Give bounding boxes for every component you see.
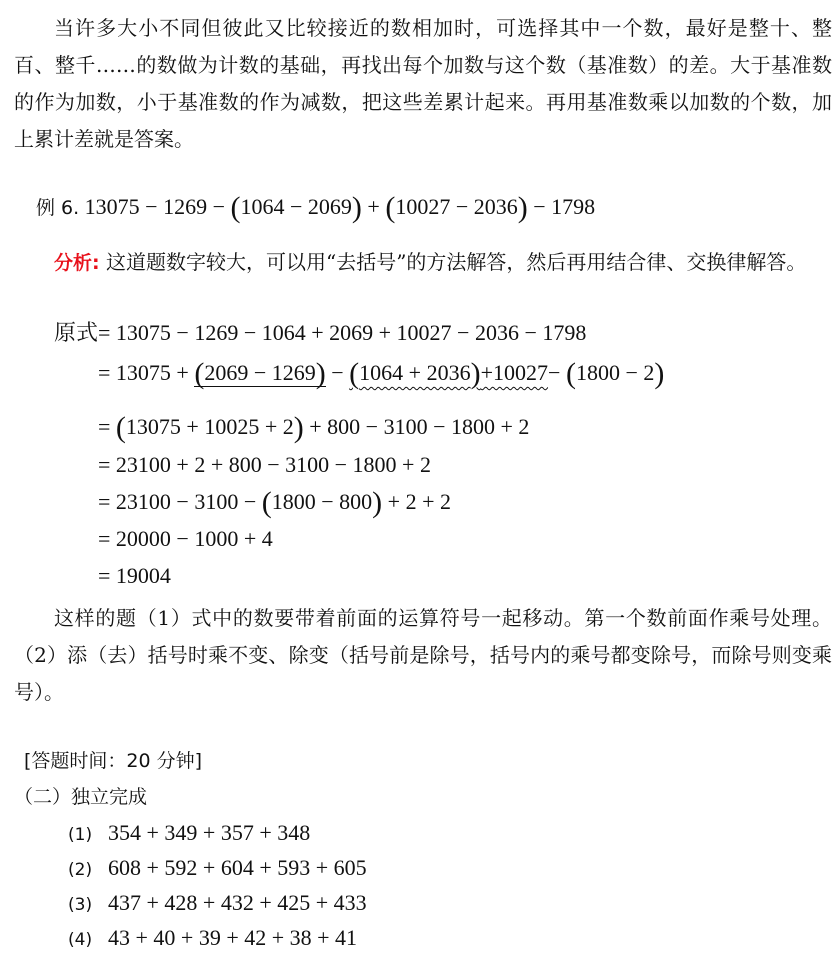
exercise-expression: 43 + 40 + 39 + 42 + 38 + 41 xyxy=(108,925,358,950)
paren: ) xyxy=(654,357,665,390)
exercise-number: (4) xyxy=(68,930,93,950)
example-6 xyxy=(36,192,595,223)
exercise-item xyxy=(68,818,310,850)
solution-term: + 800 − 3100 − 1800 + 2 xyxy=(303,414,530,439)
exercise-number: (2) xyxy=(68,860,93,880)
paren: ( xyxy=(194,357,205,390)
solution-term: 13075 + 10025 + 2 xyxy=(125,414,294,439)
solution-line-7: = 19004 xyxy=(98,563,171,588)
analysis-label: 分析: xyxy=(54,252,100,274)
exercise-item xyxy=(68,923,357,955)
solution-line-3 xyxy=(98,412,529,443)
exercise-item xyxy=(68,853,367,885)
paren: ( xyxy=(261,486,272,519)
example-expr-1: 13075 − 1269 − xyxy=(84,194,231,219)
solution-line-2 xyxy=(98,358,664,389)
exercise-expression: 437 + 428 + 432 + 425 + 433 xyxy=(108,890,367,915)
example-expr-5: − 1798 xyxy=(527,194,596,219)
solution-line-4: = 23100 + 2 + 800 − 3100 − 1800 + 2 xyxy=(98,452,431,477)
solution-line-5 xyxy=(98,487,451,518)
paren: ) xyxy=(293,411,304,444)
example-expr-3: + xyxy=(361,194,386,219)
paren: ) xyxy=(372,486,383,519)
wavy-underlined-group xyxy=(349,357,549,390)
solution-line-1: 原式= 13075 − 1269 − 1064 + 2069 + 10027 − 2036 − 1798 xyxy=(54,320,587,345)
exercise-item xyxy=(68,888,367,920)
example-paren: ) xyxy=(351,191,362,224)
example-expr-2: 1064 − 2069 xyxy=(240,194,352,219)
solution-term: = xyxy=(98,414,116,439)
solution-term: 1800 − 2 xyxy=(575,360,655,385)
exercise-number: (1) xyxy=(68,825,93,845)
exercise-expression: 354 + 349 + 357 + 348 xyxy=(108,820,311,845)
paren: ) xyxy=(315,357,326,390)
example-label: 例 6. xyxy=(36,197,80,219)
solution-term: 1800 − 800 xyxy=(271,489,373,514)
underlined-group xyxy=(194,357,326,390)
solution-term: = 23100 − 3100 − xyxy=(98,489,262,514)
intro-paragraph: 当许多大小不同但彼此又比较接近的数相加时，可选择其中一个数，最好是整十、整百、整千……的数做为计数的基础，再找出每个加数与这个数（基准数）的差。大于基准数的作为加数，小于基准数的作为减数，把这些差累计起来。再用基准数乘以加数的个数，加上累计差就是答案。 xyxy=(14,16,832,151)
example-paren: ( xyxy=(385,191,396,224)
solution-term: +10027 xyxy=(480,360,549,385)
solution-term: = 13075 + xyxy=(98,360,195,385)
solution-line-6: = 20000 − 1000 + 4 xyxy=(98,526,273,551)
example-paren: ) xyxy=(517,191,528,224)
solution-term: − xyxy=(325,360,350,385)
solution-term: 2069 − 1269 xyxy=(204,360,316,385)
exercise-number: (3) xyxy=(68,895,93,915)
time-note: [答题时间：20 分钟] xyxy=(24,750,203,772)
solution-term: + 2 + 2 xyxy=(382,489,451,514)
section-title: （二）独立完成 xyxy=(14,786,148,808)
analysis-text: 这道题数字较大，可以用“去括号”的方法解答，然后再用结合律、交换律解答。 xyxy=(105,250,807,274)
paren: ) xyxy=(470,357,481,390)
note-paragraph: 这样的题（1）式中的数要带着前面的运算符号一起移动。第一个数前面作乘号处理。（2）添（去）括号时乘不变、除变（括号前是除号，括号内的乘号都变除号，而除号则变乘号）。 xyxy=(14,606,832,704)
solution-term: 1064 + 2036 xyxy=(359,360,471,385)
example-paren: ( xyxy=(230,191,241,224)
example-expr-4: 10027 − 2036 xyxy=(395,194,518,219)
paren: ( xyxy=(115,411,126,444)
exercise-expression: 608 + 592 + 604 + 593 + 605 xyxy=(108,855,367,880)
paren: ( xyxy=(565,357,576,390)
paren: ( xyxy=(349,357,360,390)
analysis-paragraph xyxy=(14,244,832,282)
solution-term: − xyxy=(548,360,566,385)
